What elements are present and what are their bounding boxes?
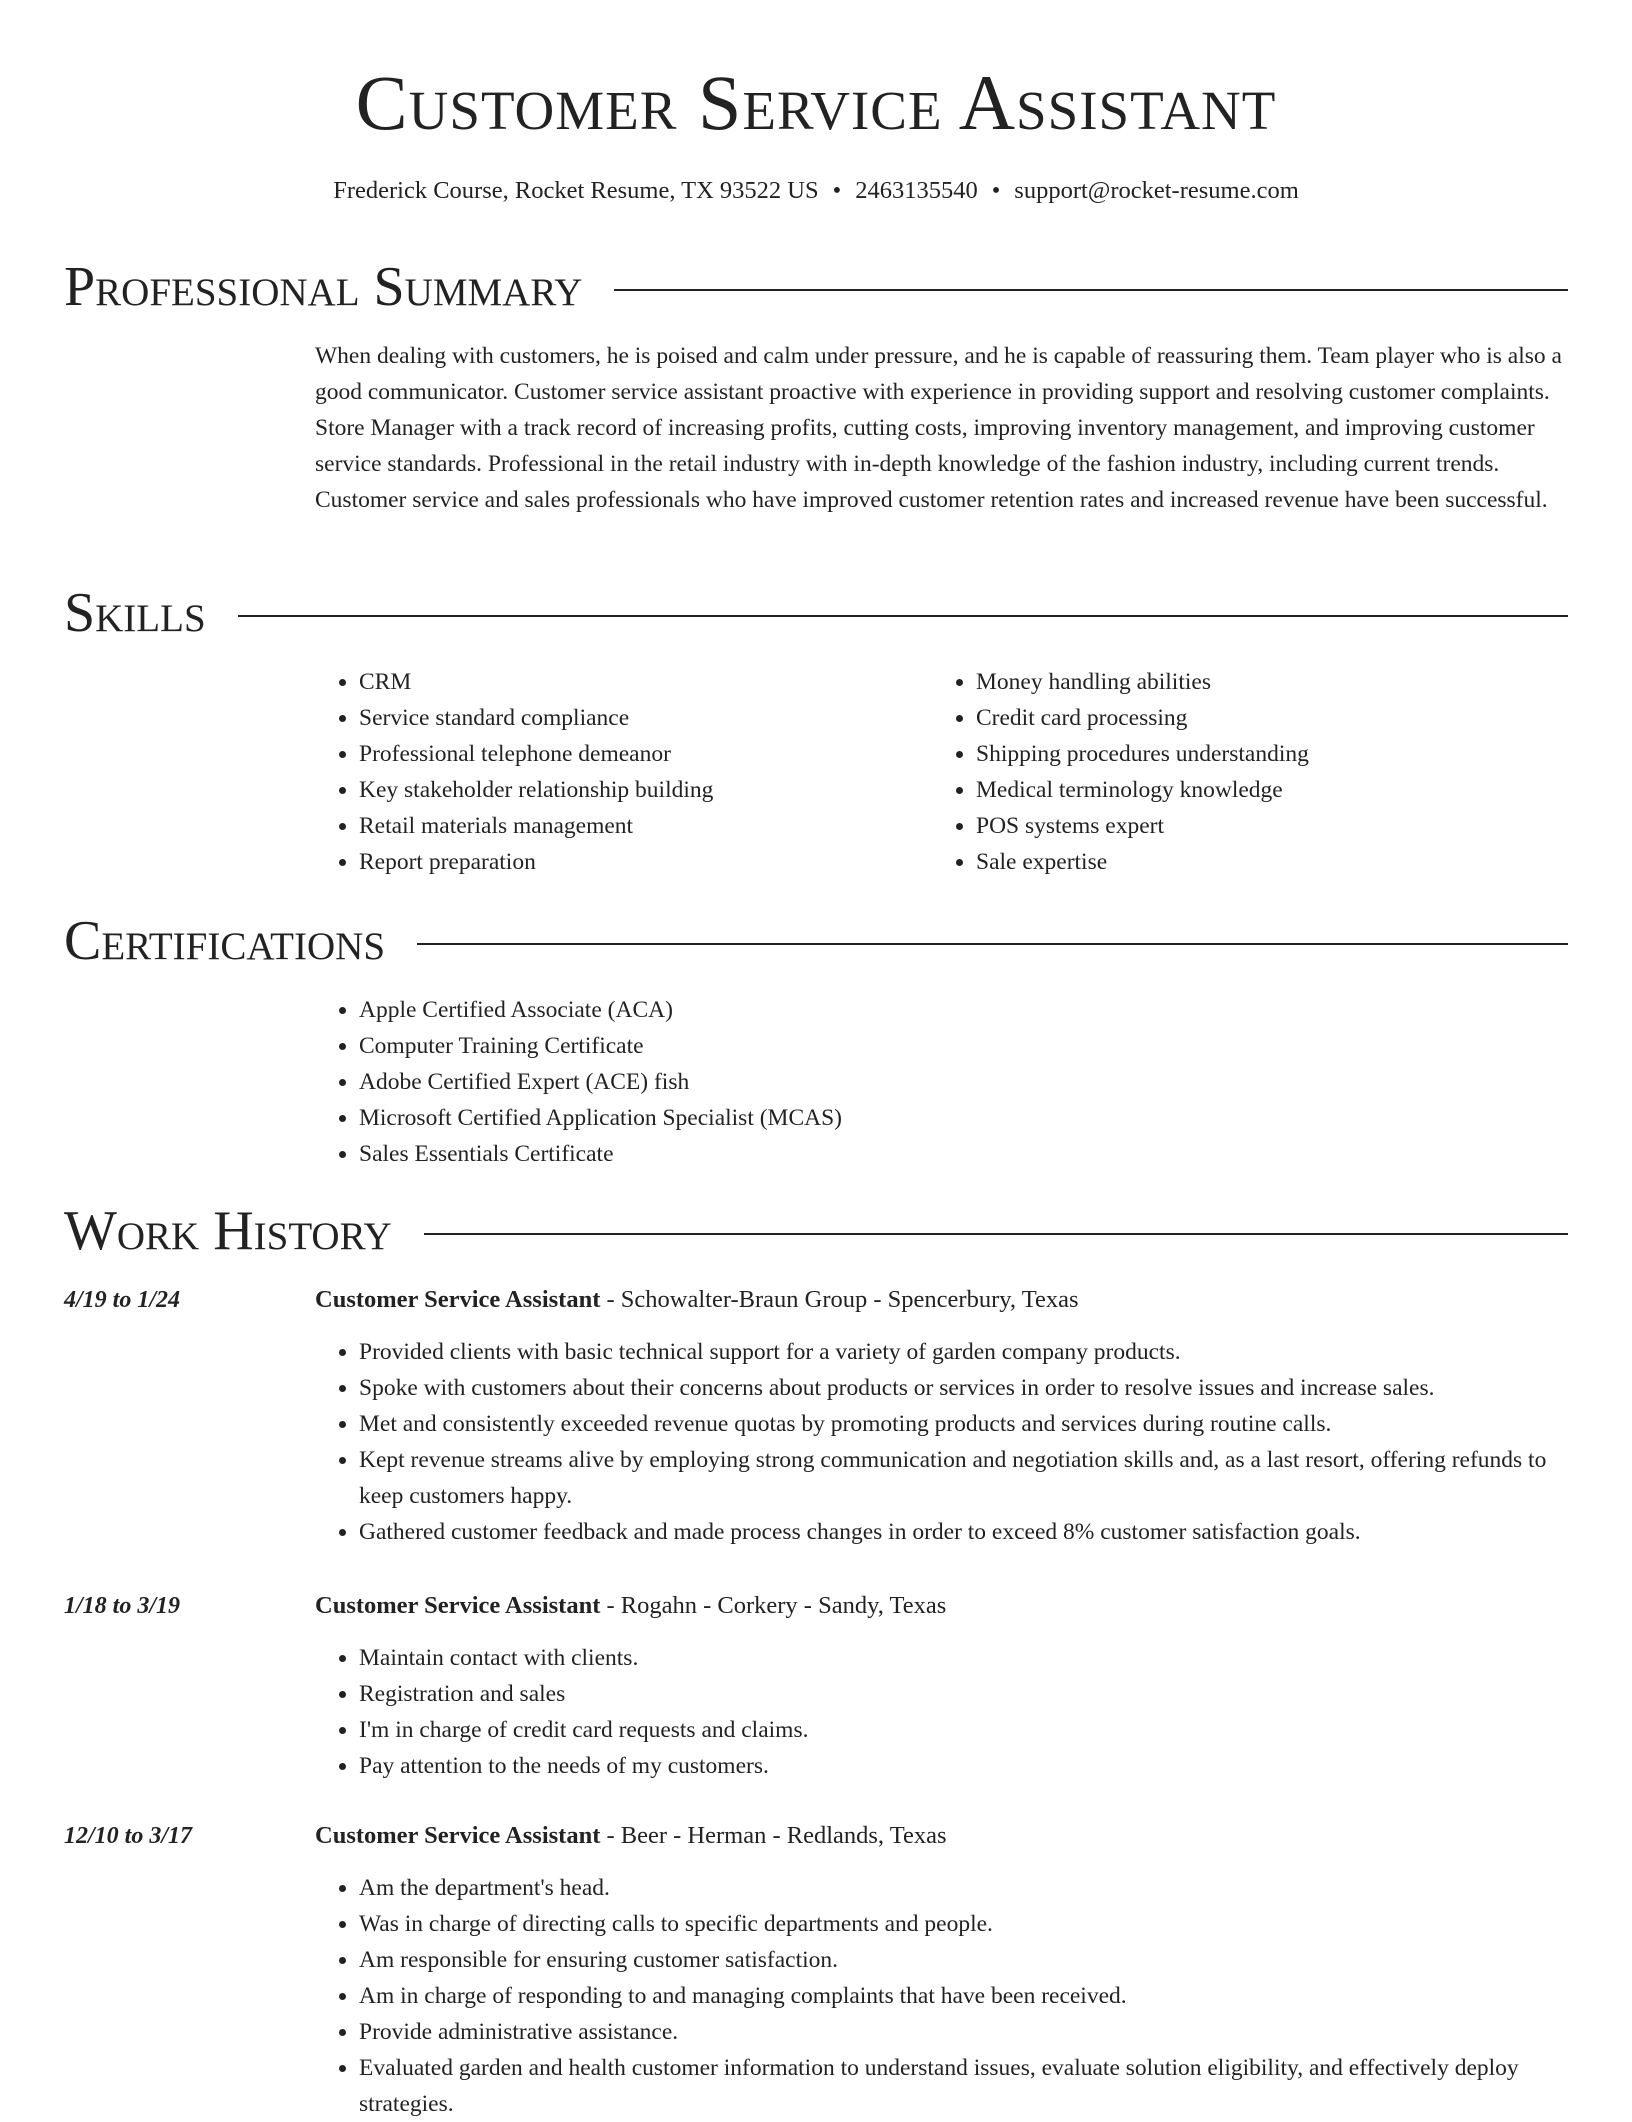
job-bullet: • Spoke with customers about their concerns about products or services in order to resolve issues and increase sales. xyxy=(359,1370,1568,1406)
contact-email: support@rocket-resume.com xyxy=(1014,177,1299,204)
skill-item: • Credit card processing xyxy=(976,700,1549,736)
job-bullet: • Registration and sales xyxy=(359,1676,1568,1712)
job-bullet: • I'm in charge of credit card requests and claims. xyxy=(359,1712,1568,1748)
job-bullet: • Am in charge of responding to and managing complaints that have been received. xyxy=(359,1978,1568,2014)
contact-line xyxy=(0,174,1632,208)
job-bullet: • Pay attention to the needs of my customers. xyxy=(359,1748,1568,1784)
job-title-line xyxy=(315,1818,1568,1854)
job-dates: 4/19 to 1/24 xyxy=(64,1287,181,1313)
section-certifications-header xyxy=(64,906,1568,976)
job-bullet: • Am the department's head. xyxy=(359,1870,1568,1906)
section-summary-header xyxy=(64,252,1568,322)
certification-item: • Sales Essentials Certificate xyxy=(359,1136,1568,1172)
contact-separator: • xyxy=(832,177,842,204)
job-bullet: • Was in charge of directing calls to specific departments and people. xyxy=(359,1906,1568,1942)
job-bullet: • Met and consistently exceeded revenue quotas by promoting products and services during routine calls. xyxy=(359,1406,1568,1442)
section-skills-header xyxy=(64,578,1568,648)
certifications-section xyxy=(315,992,1568,1172)
skill-item: • Retail materials management xyxy=(359,808,932,844)
skills-column-right xyxy=(932,664,1549,880)
section-work-header xyxy=(64,1196,1568,1266)
job-bullet: • Gathered customer feedback and made process changes in order to exceed 8% customer satisfaction goals. xyxy=(359,1514,1568,1550)
certification-item: • Computer Training Certificate xyxy=(359,1028,1568,1064)
job-bullets xyxy=(315,1870,1568,2122)
section-skills-title: Skills xyxy=(64,582,206,644)
job-entry xyxy=(64,1818,1568,2122)
contact-phone: 2463135540 xyxy=(855,177,978,204)
job-bullets xyxy=(315,1334,1568,1550)
skill-item: • Sale expertise xyxy=(976,844,1549,880)
job-title-line xyxy=(315,1588,1568,1624)
summary-section xyxy=(315,338,1568,518)
skill-item: • Medical terminology knowledge xyxy=(976,772,1549,808)
contact-address: Frederick Course, Rocket Resume, TX 93522 US xyxy=(333,177,819,204)
skill-item: • Report preparation xyxy=(359,844,932,880)
section-work-title: Work History xyxy=(64,1200,392,1262)
skills-section xyxy=(315,664,1568,880)
job-bullet: • Provide administrative assistance. xyxy=(359,2014,1568,2050)
job-title-line xyxy=(315,1282,1568,1318)
skills-column-left xyxy=(315,664,932,880)
section-summary-title: Professional Summary xyxy=(64,256,583,318)
section-certifications-title: Certifications xyxy=(64,910,386,972)
job-bullet: • Maintain contact with clients. xyxy=(359,1640,1568,1676)
job-bullet: • Kept revenue streams alive by employing strong communication and negotiation skills and, as a last resort, offering refunds to keep customers happy. xyxy=(359,1442,1568,1514)
job-bullet: • Evaluated garden and health customer information to understand issues, evaluate solution eligibility, and effectively deploy strategies. xyxy=(359,2050,1568,2122)
section-divider xyxy=(424,1233,1568,1235)
job-details: - Beer - Herman - Redlands, Texas xyxy=(600,1822,947,1849)
job-bullet: • Provided clients with basic technical support for a variety of garden company products. xyxy=(359,1334,1568,1370)
section-divider xyxy=(417,943,1568,945)
certification-item: • Adobe Certified Expert (ACE) fish xyxy=(359,1064,1568,1100)
job-title: Customer Service Assistant xyxy=(315,1822,601,1849)
skill-item: • POS systems expert xyxy=(976,808,1549,844)
job-entry xyxy=(64,1588,1568,1784)
certification-item: • Apple Certified Associate (ACA) xyxy=(359,992,1568,1028)
section-divider xyxy=(614,289,1568,291)
job-bullets xyxy=(315,1640,1568,1784)
job-dates: 12/10 to 3/17 xyxy=(64,1823,193,1849)
contact-separator: • xyxy=(991,177,1001,204)
job-title: Customer Service Assistant xyxy=(315,1592,601,1619)
job-details: - Rogahn - Corkery - Sandy, Texas xyxy=(600,1592,947,1619)
skill-item: • CRM xyxy=(359,664,932,700)
certification-item: • Microsoft Certified Application Specialist (MCAS) xyxy=(359,1100,1568,1136)
job-entry xyxy=(64,1282,1568,1550)
section-divider xyxy=(238,615,1568,617)
skill-item: • Shipping procedures understanding xyxy=(976,736,1549,772)
skill-item: • Service standard compliance xyxy=(359,700,932,736)
job-dates: 1/18 to 3/19 xyxy=(64,1593,181,1619)
job-title: Customer Service Assistant xyxy=(315,1286,601,1313)
skill-item: • Key stakeholder relationship building xyxy=(359,772,932,808)
summary-text: When dealing with customers, he is poised and calm under pressure, and he is capable of reassuring them. Team player who is also a good communicator. Customer service assistant proactive with experience in providing support and resolving customer complaints. Store Manager with a track record of increasing profits, cutting costs, improving inventory management, and improving customer service standards. Professional in the retail industry with in-depth knowledge of the fashion industry, including current trends. Customer service and sales professionals who have improved customer retention rates and increased revenue have been successful. xyxy=(315,343,1562,513)
job-bullet: • Am responsible for ensuring customer satisfaction. xyxy=(359,1942,1568,1978)
resume-name: Customer Service Assistant xyxy=(355,59,1277,146)
skill-item: • Money handling abilities xyxy=(976,664,1549,700)
job-details: - Schowalter-Braun Group - Spencerbury, Texas xyxy=(600,1286,1079,1313)
skill-item: • Professional telephone demeanor xyxy=(359,736,932,772)
